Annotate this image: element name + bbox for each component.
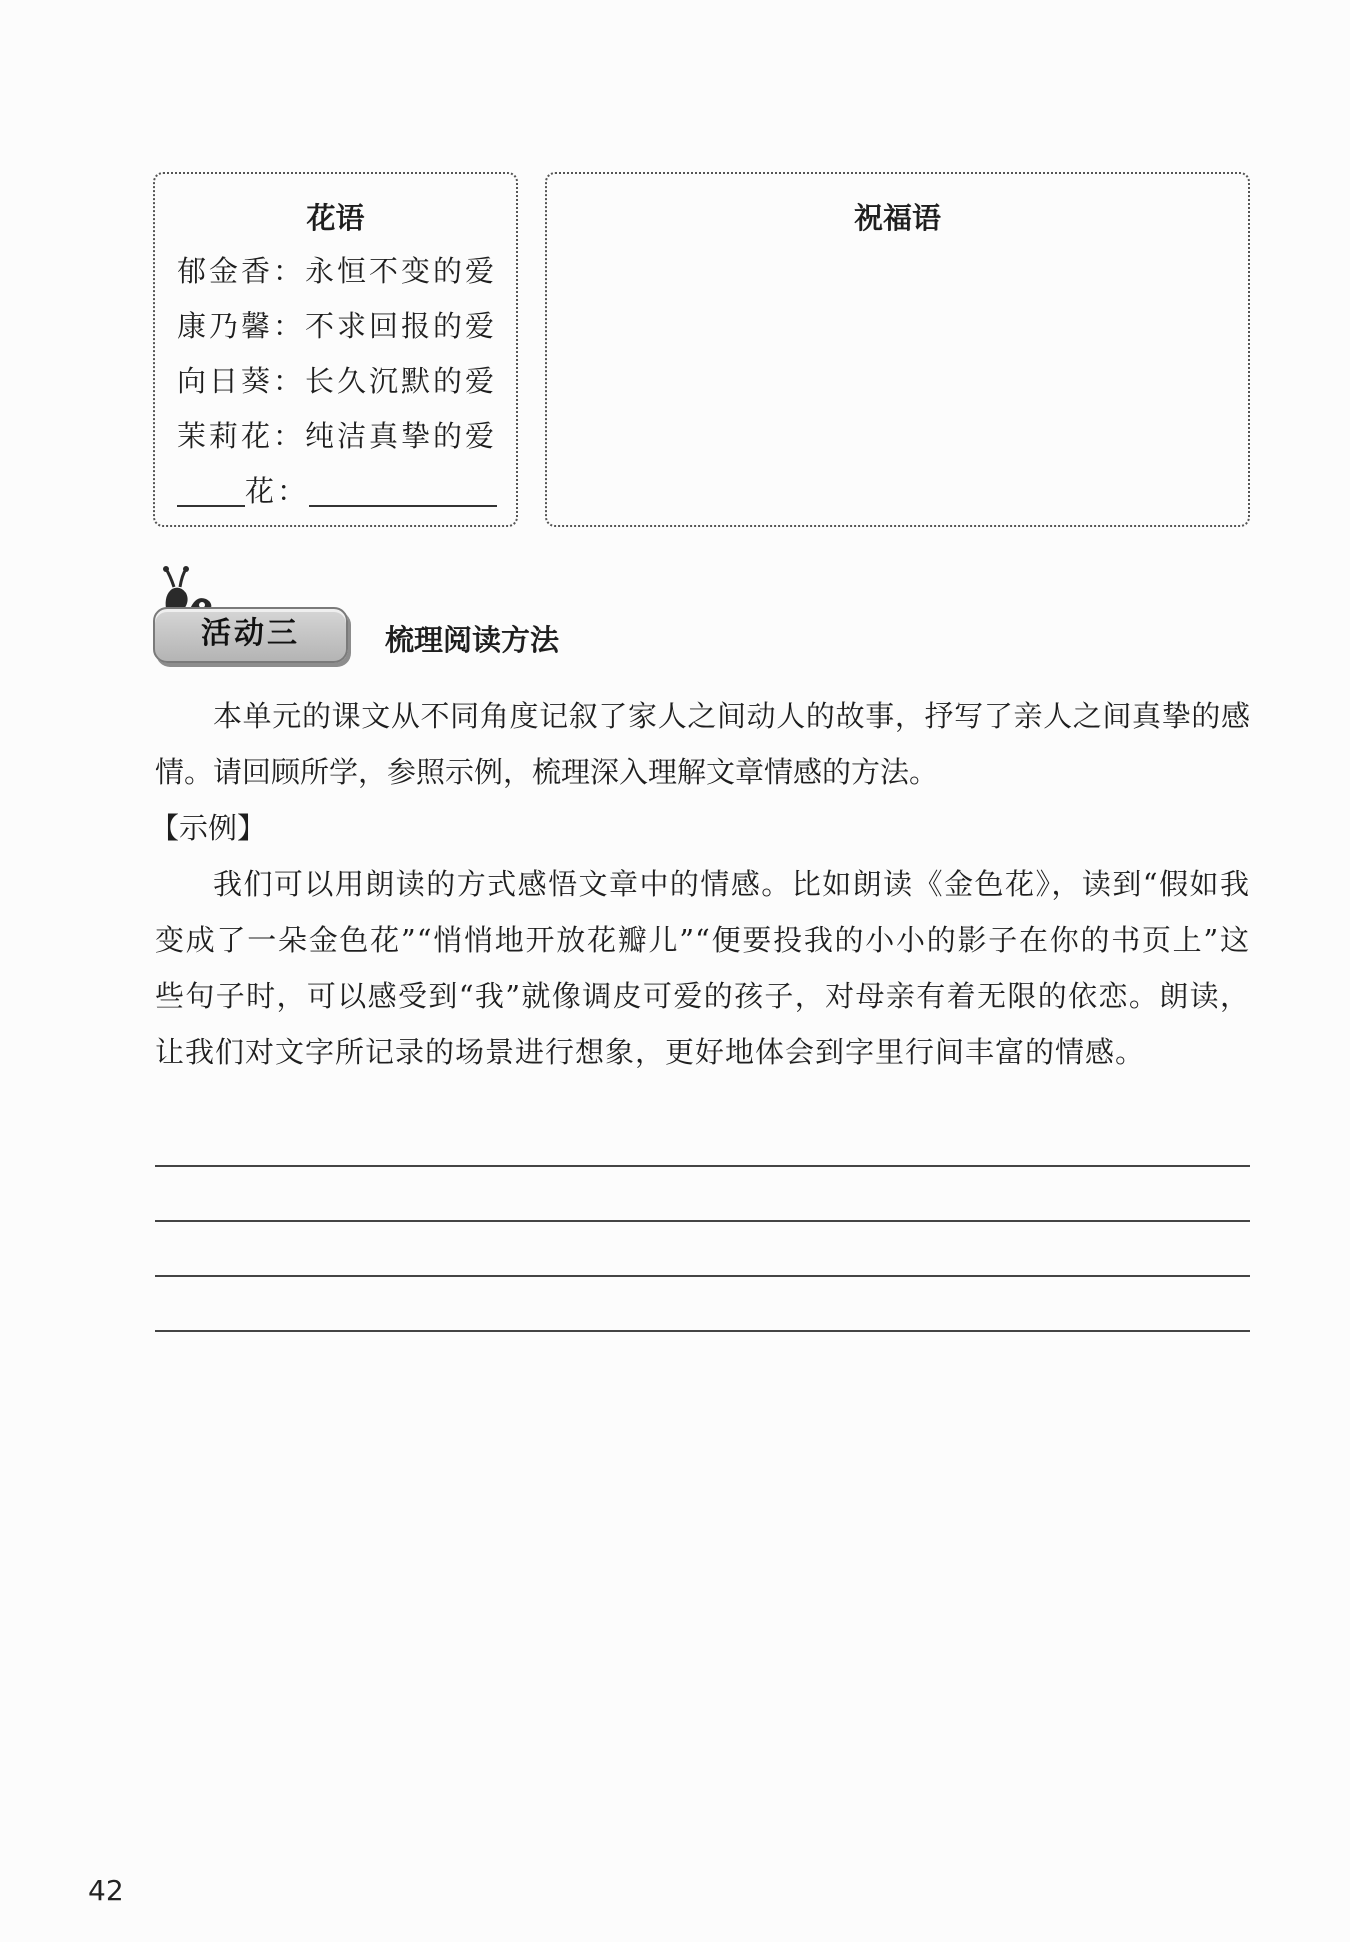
flower-meaning-blank[interactable] bbox=[309, 471, 497, 507]
answer-line[interactable] bbox=[155, 1220, 1250, 1222]
answer-line[interactable] bbox=[155, 1165, 1250, 1167]
blessing-box-title: 祝福语 bbox=[853, 201, 941, 235]
flower-item-sunflower: 向日葵：长久沉默的爱 bbox=[177, 364, 498, 398]
flower-blank-suffix: 花： bbox=[245, 474, 310, 508]
flower-item-blank bbox=[177, 464, 497, 519]
activity-intro: 本单元的课文从不同角度记叙了家人之间动人的故事，抒写了亲人之间真挚的感情。请回顾所学，参照示例，梳理深入理解文章情感的方法。 bbox=[155, 699, 1250, 789]
flower-item-jasmine: 茉莉花：纯洁真挚的爱 bbox=[177, 419, 498, 453]
answer-line[interactable] bbox=[155, 1275, 1250, 1277]
flower-item-carnation: 康乃馨：不求回报的爱 bbox=[177, 309, 498, 343]
flower-name-blank[interactable] bbox=[177, 471, 245, 507]
activity-heading: 梳理阅读方法 bbox=[385, 623, 560, 657]
blessing-box[interactable] bbox=[545, 172, 1250, 527]
example-text: 我们可以用朗读的方式感悟文章中的情感。比如朗读《金色花》，读到“假如我变成了一朵金色花”“悄悄地开放花瓣儿”“便要投我的小小的影子在你的书页上”这些句子时，可以感受到“我”就像调皮可爱的孩子，对母亲有着无限的依恋。朗读，让我们对文字所记录的场景进行想象，更好地体会到字里行间丰富的情感。 bbox=[155, 867, 1250, 1069]
flower-box-title: 花语 bbox=[306, 201, 365, 235]
activity-badge: 活动三 bbox=[153, 607, 348, 663]
answer-line[interactable] bbox=[155, 1330, 1250, 1332]
flower-language-box bbox=[153, 172, 518, 527]
page-number: 42 bbox=[88, 1874, 124, 1907]
flower-item-tulip: 郁金香：永恒不变的爱 bbox=[177, 254, 498, 288]
example-label: 【示例】 bbox=[150, 811, 267, 845]
snail-mascot-icon bbox=[160, 565, 222, 613]
flower-list bbox=[177, 244, 497, 519]
